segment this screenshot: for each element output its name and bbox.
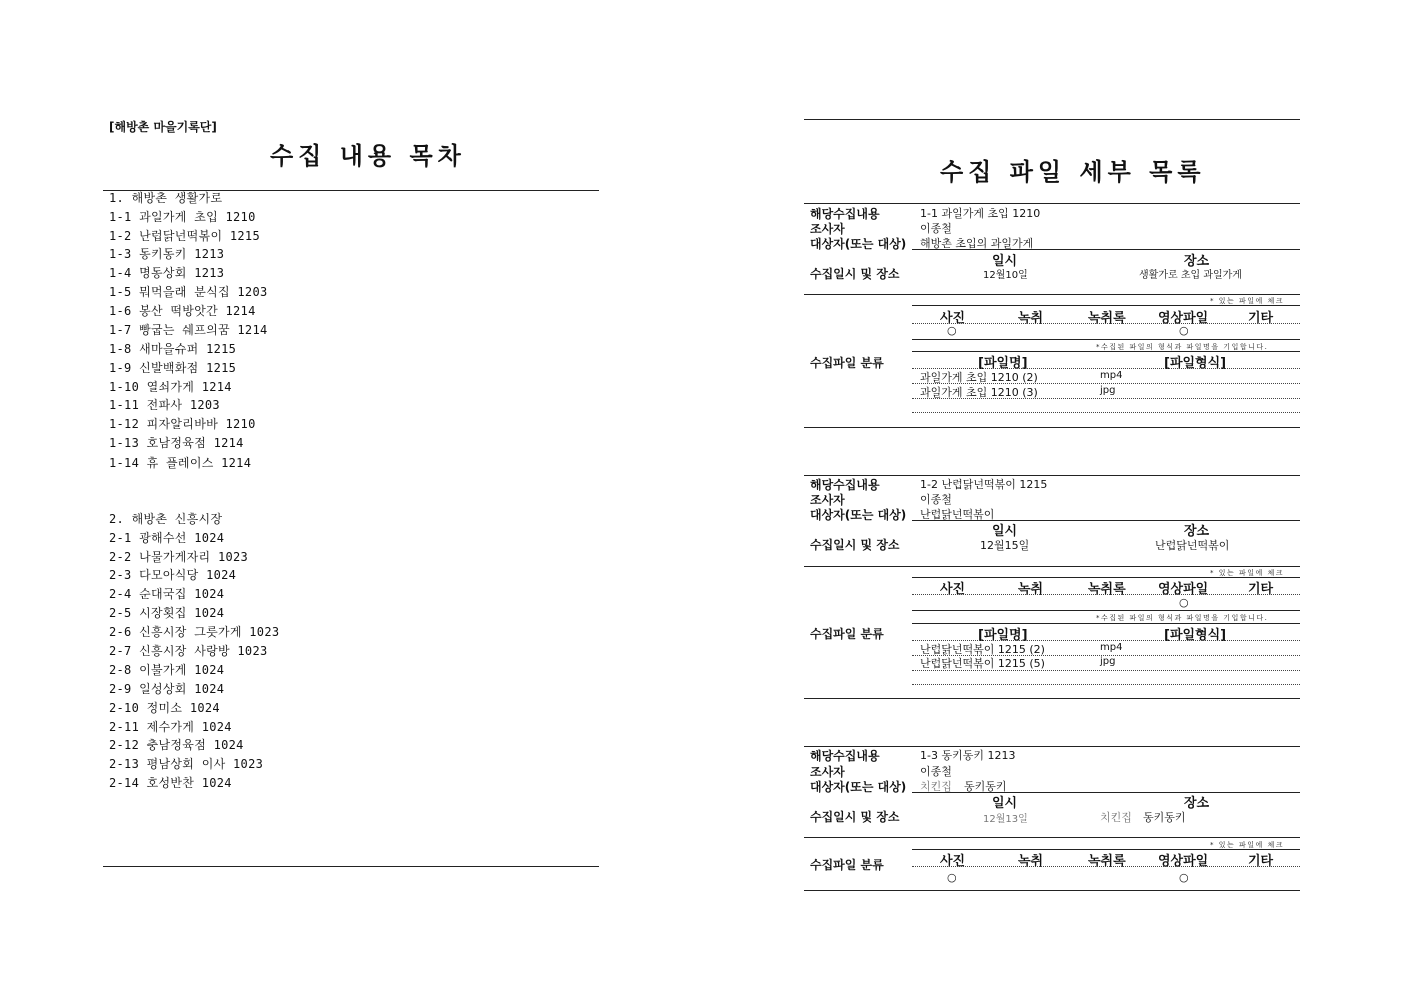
- date-header: 일시: [992, 254, 1018, 269]
- toc-item: 1-10 열쇠가게 1214: [109, 380, 232, 394]
- divider: [804, 566, 1300, 567]
- subject-label: 대상자(또는 대상): [810, 508, 907, 522]
- place-category: 치킨집: [1100, 811, 1132, 824]
- divider: [912, 305, 1300, 306]
- col-video: 영상파일: [1158, 582, 1209, 597]
- col-transcript: 녹취록: [1088, 582, 1126, 597]
- toc-item: 2-14 호성반찬 1024: [109, 776, 232, 790]
- file-type: jpg: [1100, 656, 1116, 667]
- researcher-value: 이종철: [920, 765, 952, 778]
- file-note: *수집된 파일의 형식과 파일명을 기입합니다.: [1096, 343, 1269, 351]
- content-label: 해당수집내용: [810, 749, 880, 763]
- col-video: 영상파일: [1158, 854, 1209, 869]
- page-title: 수집 내용 목차: [270, 142, 466, 170]
- fname-header: [파일명]: [978, 628, 1028, 643]
- ftype-header: [파일형식]: [1164, 356, 1227, 371]
- divider: [804, 294, 1300, 295]
- divider: [804, 698, 1300, 699]
- divider: [912, 610, 1300, 611]
- col-transcript: 녹취록: [1088, 854, 1126, 869]
- toc-item: 2-6 신흥시장 그릇가게 1023: [109, 625, 280, 639]
- divider: [804, 890, 1300, 891]
- date-header: 일시: [992, 796, 1018, 811]
- place-value: 동키동키: [1143, 811, 1186, 824]
- subject-value: 동키동키: [964, 780, 1007, 793]
- dotted-line: [912, 594, 1300, 595]
- divider: [912, 623, 1300, 624]
- ftype-header: [파일형식]: [1164, 628, 1227, 643]
- col-video: 영상파일: [1158, 311, 1209, 326]
- divider: [912, 520, 1300, 521]
- file-name: 과일가게 초입 1210 (3): [920, 386, 1038, 399]
- col-other: 기타: [1248, 311, 1274, 326]
- col-recording: 녹취: [1018, 582, 1044, 597]
- file-class-label: 수집파일 분류: [810, 356, 884, 370]
- dotted-line: [912, 684, 1300, 685]
- toc-item: 1-3 동키동키 1213: [109, 247, 225, 261]
- subject-value: 난럽닭넌떡볶이: [920, 508, 995, 521]
- page-header: [해방촌 마을기록단]: [109, 120, 217, 134]
- divider: [912, 792, 1300, 793]
- place-value: 난럽닭넌떡볶이: [1155, 539, 1230, 552]
- subject-label: 대상자(또는 대상): [810, 237, 907, 251]
- dotted-line: [912, 412, 1300, 413]
- place-header: 장소: [1184, 254, 1210, 269]
- file-type: jpg: [1100, 385, 1116, 396]
- place-value: 생활가로 초입 과일가게: [1139, 270, 1242, 281]
- date-value: 12월10일: [983, 270, 1028, 281]
- divider: [804, 427, 1300, 428]
- toc-item: 2-9 일성상회 1024: [109, 682, 225, 696]
- content-value: 1-2 난럽닭넌떡볶이 1215: [920, 478, 1048, 491]
- toc-item: 2-2 나물가게자리 1023: [109, 550, 249, 564]
- check-mark: ○: [1179, 596, 1189, 609]
- file-name: 난럽닭넌떡볶이 1215 (5): [920, 657, 1045, 670]
- col-other: 기타: [1248, 854, 1274, 869]
- col-photo: 사진: [940, 311, 966, 326]
- file-type: mp4: [1100, 642, 1123, 653]
- toc-item: 2-12 충남정육점 1024: [109, 738, 244, 752]
- content-value: 1-1 과일가게 초입 1210: [920, 207, 1041, 220]
- toc-item: 2-11 제수가게 1024: [109, 720, 232, 734]
- divider: [912, 339, 1300, 340]
- datetime-place-label: 수집일시 및 장소: [810, 538, 900, 552]
- date-header: 일시: [992, 524, 1018, 539]
- col-recording: 녹취: [1018, 854, 1044, 869]
- divider: [912, 351, 1300, 352]
- check-mark: ○: [947, 871, 957, 884]
- researcher-label: 조사자: [810, 493, 845, 507]
- toc-section: 2. 해방촌 신흥시장: [109, 512, 223, 526]
- researcher-label: 조사자: [810, 765, 845, 779]
- dotted-line: [912, 323, 1300, 324]
- divider: [804, 837, 1300, 838]
- toc-item: 1-14 휴 플레이스 1214: [109, 456, 252, 470]
- col-photo: 사진: [940, 854, 966, 869]
- subject-category: 치킨집: [920, 780, 952, 793]
- content-label: 해당수집내용: [810, 478, 880, 492]
- datetime-place-label: 수집일시 및 장소: [810, 810, 900, 824]
- researcher-value: 이종철: [920, 493, 952, 506]
- toc-item: 2-4 순대국집 1024: [109, 587, 225, 601]
- divider: [804, 203, 1300, 204]
- toc-item: 2-3 다모아식당 1024: [109, 568, 237, 582]
- file-type: mp4: [1100, 370, 1123, 381]
- content-label: 해당수집내용: [810, 207, 880, 221]
- toc-item: 1-1 과일가게 초입 1210: [109, 210, 256, 224]
- toc-item: 2-1 광해수선 1024: [109, 531, 225, 545]
- col-photo: 사진: [940, 582, 966, 597]
- page-title: 수집 파일 세부 목록: [940, 158, 1206, 186]
- divider: [912, 249, 1300, 250]
- file-class-label: 수집파일 분류: [810, 858, 884, 872]
- toc-item: 1-7 빵굽는 쉐프의꿈 1214: [109, 323, 268, 337]
- col-other: 기타: [1248, 582, 1274, 597]
- dotted-line: [912, 866, 1300, 867]
- file-note: *수집된 파일의 형식과 파일명을 기입합니다.: [1096, 614, 1269, 622]
- toc-item: 1-6 봉산 떡방앗간 1214: [109, 304, 256, 318]
- date-value: 12월15일: [980, 539, 1030, 552]
- check-note: * 있는 파일에 체크: [1210, 569, 1285, 577]
- toc-item: 2-5 시장횟집 1024: [109, 606, 225, 620]
- toc-item: 1-4 명동상회 1213: [109, 266, 225, 280]
- check-note: * 있는 파일에 체크: [1210, 297, 1285, 305]
- place-header: 장소: [1184, 796, 1210, 811]
- col-recording: 녹취: [1018, 311, 1044, 326]
- content-value: 1-3 동키동키 1213: [920, 749, 1016, 762]
- file-name: 난럽닭넌떡볶이 1215 (2): [920, 643, 1045, 656]
- toc-item: 1-8 새마을슈퍼 1215: [109, 342, 237, 356]
- subject-label: 대상자(또는 대상): [810, 780, 907, 794]
- place-header: 장소: [1184, 524, 1210, 539]
- toc-item: 1-9 신발백화점 1215: [109, 361, 237, 375]
- toc-item: 1-2 난럽닭넌떡볶이 1215: [109, 229, 260, 243]
- divider: [103, 866, 599, 867]
- researcher-value: 이종철: [920, 222, 952, 235]
- toc-item: 2-13 평남상회 이사 1023: [109, 757, 264, 771]
- dotted-line: [912, 398, 1300, 399]
- check-note: * 있는 파일에 체크: [1210, 841, 1285, 849]
- toc-item: 2-8 이불가게 1024: [109, 663, 225, 677]
- check-mark: ○: [1179, 871, 1189, 884]
- toc-item: 1-5 뭐먹을래 분식집 1203: [109, 285, 268, 299]
- divider: [804, 119, 1300, 120]
- subject-value: 해방촌 초입의 과일가게: [920, 237, 1034, 250]
- col-transcript: 녹취록: [1088, 311, 1126, 326]
- toc-item: 1-13 호남정육점 1214: [109, 436, 244, 450]
- fname-header: [파일명]: [978, 356, 1028, 371]
- toc-item: 1-11 전파사 1203: [109, 398, 220, 412]
- check-mark: ○: [1179, 324, 1189, 337]
- datetime-place-label: 수집일시 및 장소: [810, 267, 900, 281]
- file-name: 과일가게 초입 1210 (2): [920, 371, 1038, 384]
- check-mark: ○: [947, 324, 957, 337]
- file-class-label: 수집파일 분류: [810, 627, 884, 641]
- toc-item: 1-12 피자알리바바 1210: [109, 417, 256, 431]
- toc-section: 1. 해방촌 생활가로: [109, 191, 223, 205]
- researcher-label: 조사자: [810, 222, 845, 236]
- toc-item: 2-7 신흥시장 사랑방 1023: [109, 644, 268, 658]
- dotted-line: [912, 670, 1300, 671]
- toc-item: 2-10 정미소 1024: [109, 701, 220, 715]
- date-value: 12월13일: [983, 814, 1028, 825]
